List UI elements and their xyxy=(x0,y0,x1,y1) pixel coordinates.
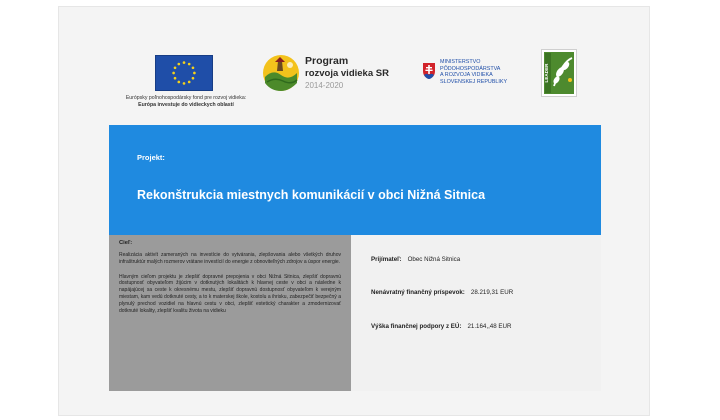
grant-label: Nenávratný finančný príspevok: xyxy=(371,289,465,296)
slovak-crest-icon xyxy=(422,62,436,80)
recipient-value: Obec Nižná Sitnica xyxy=(407,256,461,263)
eu-slogan-text: Európa investuje do vidieckych oblastí xyxy=(138,102,234,108)
goal-paragraph-2: Hlavným cieľom projektu je zlepšiť dopravné prepojenia v obci Nižná Sitnica, zlepšiť dopravnú dostupnosť obyvateľom žijúcim v dotknutých lokalitách k hlavnej ceste v obci a následne k napájajúcej sa ceste k okresnému mestu, zlepšiť dopravnú dostupnosť obyvateľom k verejným miestam, kam vedú dotknuté cesty, a to k materskej škole, kostolu a ihrisku, zabezpečiť bezpečný a plynulý prechod vozidiel na hlavnú cestu v obci, zlepšiť estetický charakter a zmodernizovať dotknuté lokality, zlepšiť kvalitu života na vidieku xyxy=(119,273,341,314)
prv-logo xyxy=(261,53,421,99)
prv-years: 2014-2020 xyxy=(305,81,344,90)
eu-support-row xyxy=(371,323,511,330)
prv-emblem-icon xyxy=(261,53,301,93)
info-box xyxy=(351,235,601,391)
ministry-name xyxy=(440,59,507,85)
ministry-line-3: A ROZVOJA VIDIEKA xyxy=(440,72,493,79)
goal-paragraph-1: Realizácia aktivít zameraných na investície do vytvárania, zlepšovania alebo všetkých druhov infraštruktúr malých rozmerov vrátane investícií do energie z obnoviteľných zdrojov a úspor energie. xyxy=(119,252,341,265)
goal-box xyxy=(109,235,351,391)
project-banner xyxy=(109,125,601,235)
ministry-line-2: PÔDOHOSPODÁRSTVA xyxy=(440,65,501,72)
prv-title-line2: rozvoja vidieka SR xyxy=(305,68,389,79)
poster-sheet xyxy=(58,6,650,416)
ministry-logo xyxy=(422,59,552,99)
leader-logo-text: LEADER xyxy=(544,63,549,83)
logo-strip xyxy=(59,7,649,125)
grant-row xyxy=(371,289,513,296)
project-label: Projekt: xyxy=(137,153,165,162)
eu-flag-icon xyxy=(155,55,213,91)
recipient-label: Prijímateľ: xyxy=(371,256,402,263)
prv-title-line1: Program xyxy=(305,55,349,67)
eu-fund-text: Európsky poľnohospodársky fond pre rozvoj vidieka: xyxy=(125,95,247,101)
project-title: Rekonštrukcia miestnych komunikácií v obci Nižná Sitnica xyxy=(137,188,486,202)
ministry-line-1: MINISTERSTVO xyxy=(440,59,481,65)
ministry-line-4: SLOVENSKEJ REPUBLIKY xyxy=(440,78,508,85)
recipient-row xyxy=(371,256,460,263)
goal-label: Cieľ: xyxy=(119,240,133,246)
grant-value: 28.219,31 EUR xyxy=(470,289,514,296)
leader-logo-icon xyxy=(541,49,577,97)
eu-support-value: 21.164,,48 EUR xyxy=(467,323,512,330)
eu-support-label: Výška finančnej podpory z EÚ: xyxy=(371,323,462,330)
